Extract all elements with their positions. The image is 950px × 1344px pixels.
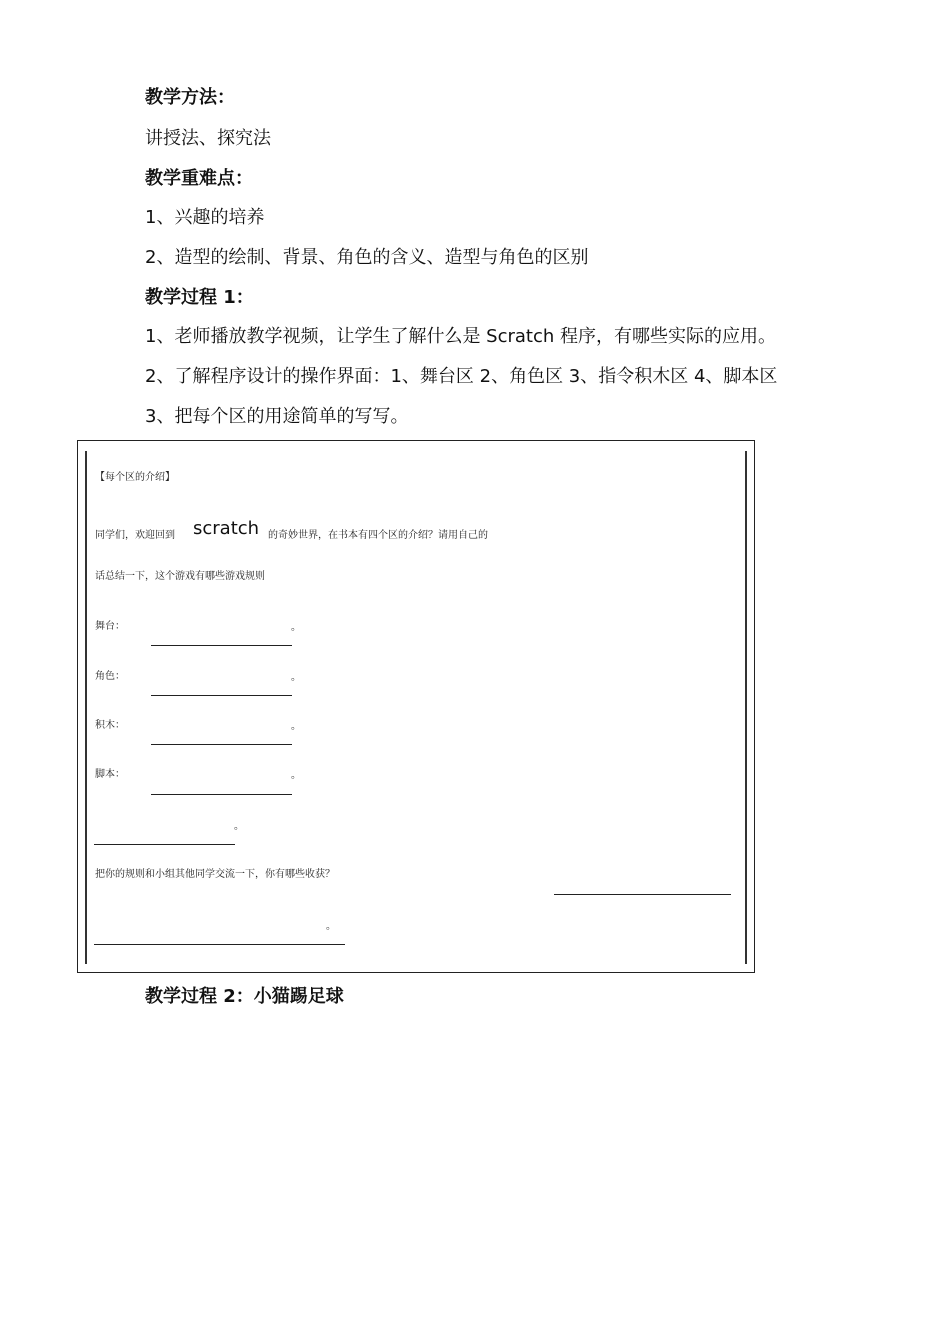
key-point-1: 1、兴趣的培养: [145, 207, 265, 228]
share-end-mark: 。: [326, 921, 336, 932]
extra-end-mark: 。: [234, 821, 244, 832]
method-heading: 教学方法：: [145, 87, 235, 108]
field-label-script: 脚本：: [95, 769, 125, 780]
field-line-stage[interactable]: [151, 645, 292, 646]
field-line-script[interactable]: [151, 794, 292, 795]
field-end-mark-script: 。: [291, 770, 301, 781]
worksheet-title: 【每个区的介绍】: [95, 472, 175, 483]
field-label-blocks: 积木：: [95, 720, 125, 731]
key-heading: 教学重难点：: [145, 168, 253, 189]
process1-step-3: 3、把每个区的用途简单的写写。: [145, 406, 409, 427]
process1-heading: 教学过程 1：: [145, 287, 254, 308]
process2-heading: 教学过程 2：小猫踢足球: [145, 986, 344, 1007]
field-line-blocks[interactable]: [151, 744, 292, 745]
method-text: 讲授法、探究法: [145, 128, 271, 149]
process1-step-1: 1、老师播放教学视频，让学生了解什么是 Scratch 程序，有哪些实际的应用。: [145, 326, 777, 347]
field-end-mark-stage: 。: [291, 622, 301, 633]
process1-step-2: 2、了解程序设计的操作界面：1、舞台区 2、角色区 3、指令积木区 4、脚本区: [145, 366, 778, 387]
extra-answer-line[interactable]: [94, 844, 235, 845]
right-border-bar: [745, 451, 747, 964]
worksheet-intro-b: 的奇妙世界，在书本有四个区的介绍？请用自己的: [268, 530, 488, 541]
field-label-sprite: 角色：: [95, 671, 125, 682]
worksheet-intro-scratch: scratch: [193, 518, 260, 539]
worksheet-intro-c: 话总结一下，这个游戏有哪些游戏规则: [95, 571, 265, 582]
share-prompt: 把你的规则和小组其他同学交流一下，你有哪些收获？: [95, 869, 335, 880]
share-answer-line-2[interactable]: [94, 944, 345, 945]
field-label-stage: 舞台：: [95, 621, 125, 632]
worksheet-box: [77, 440, 755, 973]
left-border-bar: [85, 451, 87, 964]
share-answer-line-1[interactable]: [554, 894, 731, 895]
field-end-mark-sprite: 。: [291, 672, 301, 683]
key-point-2: 2、造型的绘制、背景、角色的含义、造型与角色的区别: [145, 247, 589, 268]
field-line-sprite[interactable]: [151, 695, 292, 696]
worksheet-intro-a: 同学们，欢迎回到: [95, 530, 175, 541]
field-end-mark-blocks: 。: [291, 721, 301, 732]
